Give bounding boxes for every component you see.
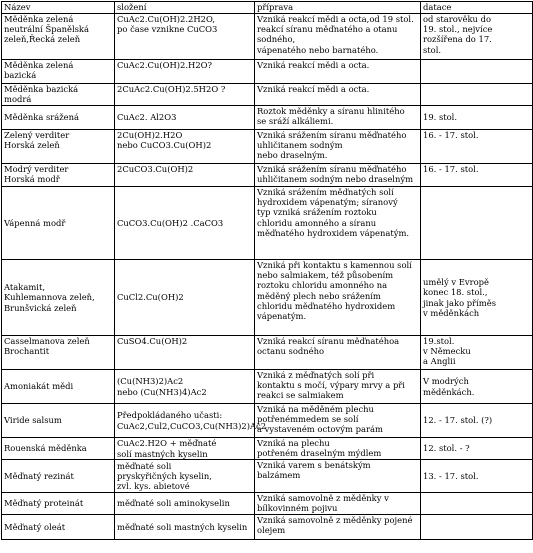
cell-preparation: Vzniká při kontaktu s kamennou solí nebo salmiakem, též působením roztoku chloridu amonného na měděný plech nebo srážením chloridu měďnatého hydroxidem vápenatým. — [255, 260, 421, 336]
table-row — [2, 60, 533, 84]
table-row — [2, 370, 533, 404]
cell-preparation: Vzniká varem s benátským balzámem — [255, 460, 421, 493]
cell-preparation: Vzniká samovolně z měděnky pojené olejem — [255, 515, 421, 540]
cell-name: Modrý verditer Horská modř — [2, 164, 115, 187]
cell-preparation: Vzniká reakcí síranu měďnatéhoa octanu sodného — [255, 336, 421, 370]
cell-dating: umělý v Evropě konec 18. stol., jinak jako příměs v měděnkách — [421, 260, 533, 336]
cell-composition: 2CuAc2.Cu(OH)2.5H2O ? — [115, 84, 255, 106]
cell-composition: (Cu(NH3)2)Ac2 nebo (Cu(NH3)4)Ac2 — [115, 370, 255, 404]
cell-composition: měďnaté soli aminokyselin — [115, 493, 255, 515]
table-row — [2, 460, 533, 493]
cell-preparation: Roztok měděnky a síranu hlinitého se sráží alkáliemi. — [255, 106, 421, 130]
table-row — [2, 130, 533, 164]
cell-composition: CuAc2.Cu(OH)2.H2O? — [115, 60, 255, 84]
cell-preparation: Vzniká srážením síranu měďnatého uhličitanem sodným nebo draselným. — [255, 130, 421, 164]
cell-name: Atakamit, Kuhlemannova zeleň, Brunšvická zeleň — [2, 260, 115, 336]
cell-composition: měďnaté soli mastných kyselin — [115, 515, 255, 540]
cell-dating: od starověku do 19. stol., nejvíce rozšířena do 17. stol. — [421, 14, 533, 60]
cell-dating: 19.stol. v Německu a Anglii — [421, 336, 533, 370]
cell-preparation: Vzniká reakcí mědi a octa,od 19 stol. reakcí síranu měďnatého a otanu sodného, vápenatého nebo barnatého. — [255, 14, 421, 60]
pigments-table — [1, 1, 533, 540]
cell-name: Vápenná modř — [2, 187, 115, 260]
cell-composition: Předpokládaného učasti: CuAc2,Cul2,CuCO3,Cu(NH3)2)Ac2 — [115, 404, 255, 438]
cell-preparation: Vzniká samovolně z měděnky v bílkovinném pojivu — [255, 493, 421, 515]
cell-name: Měděnka srážená — [2, 106, 115, 130]
cell-preparation: Vzniká reakcí mědi a octa. — [255, 84, 421, 106]
cell-name: Viride salsum — [2, 404, 115, 438]
cell-composition: CuAc2.Cu(OH)2.2H2O, po čase vznikne CuCO3 — [115, 14, 255, 60]
table-row — [2, 14, 533, 60]
cell-composition: CuAc2. Al2O3 — [115, 106, 255, 130]
cell-dating: 12. stol. - ? — [421, 438, 533, 460]
cell-name: Měďnatý rezinát — [2, 460, 115, 493]
cell-composition: CuCl2.Cu(OH)2 — [115, 260, 255, 336]
cell-dating: 16. - 17. stol. — [421, 130, 533, 164]
cell-composition: CuSO4.Cu(OH)2 — [115, 336, 255, 370]
cell-dating: V modrých měděnkách. — [421, 370, 533, 404]
cell-name: Amoniakát mědi — [2, 370, 115, 404]
table-row — [2, 187, 533, 260]
table-row — [2, 336, 533, 370]
cell-dating — [421, 84, 533, 106]
cell-composition: CuAc2.H2O + měďnaté solí mastných kyselin — [115, 438, 255, 460]
table-row — [2, 493, 533, 515]
cell-dating — [421, 187, 533, 260]
header-composition: složení — [115, 2, 255, 14]
table-row — [2, 106, 533, 130]
header-dating: datace — [421, 2, 533, 14]
table-row — [2, 404, 533, 438]
cell-name: Měďnatý proteinát — [2, 493, 115, 515]
table-row — [2, 438, 533, 460]
cell-composition: 2CuCO3.Cu(OH)2 — [115, 164, 255, 187]
cell-name: Rouenská měděnka — [2, 438, 115, 460]
table-row — [2, 260, 533, 336]
table-row — [2, 84, 533, 106]
cell-preparation: Vzniká srážením měďnatých solí hydroxidem vápenatým; síranový typ vzniká srážením roztoku chloridu amonného a síranu měďnatého hydroxidem vápenatým. — [255, 187, 421, 260]
cell-dating — [421, 515, 533, 540]
cell-name: Měděnka zelená bazická — [2, 60, 115, 84]
cell-name: Měděnka zelená neutrální Španělská zeleň,Řecká zeleň — [2, 14, 115, 60]
table-row — [2, 164, 533, 187]
cell-preparation: Vzniká na měděném plechu potřenémmedem se solí a vystaveném octovým parám — [255, 404, 421, 438]
cell-name: Casselmanova zeleň Brochantit — [2, 336, 115, 370]
cell-dating — [421, 60, 533, 84]
cell-composition: 2Cu(OH)2.H2O nebo CuCO3.Cu(OH)2 — [115, 130, 255, 164]
cell-dating: 16. - 17. stol. — [421, 164, 533, 187]
cell-dating: 19. stol. — [421, 106, 533, 130]
cell-name: Zelený verditer Horská zeleň — [2, 130, 115, 164]
table-row — [2, 515, 533, 540]
cell-name: Měděnka bazická modrá — [2, 84, 115, 106]
header-preparation: příprava — [255, 2, 421, 14]
header-name: Název — [2, 2, 115, 14]
cell-name: Měďnatý oleát — [2, 515, 115, 540]
cell-composition: CuCO3.Cu(OH)2 .CaCO3 — [115, 187, 255, 260]
cell-preparation: Vzniká z měďnatých solí při kontaktu s močí, výpary mrvy a při reakci se salmiakem — [255, 370, 421, 404]
header-row — [2, 2, 533, 14]
cell-dating — [421, 493, 533, 515]
cell-preparation: Vzniká srážením síranu měďnatého uhličitanem sodným nebo draselným — [255, 164, 421, 187]
cell-composition: měďnaté soli pryskyřičných kyselin, zvl. kys. abietové — [115, 460, 255, 493]
cell-dating: 12. - 17. stol. (?) — [421, 404, 533, 438]
cell-preparation: Vzniká na plechu potřeném draselným mýdlem — [255, 438, 421, 460]
cell-dating: 13. - 17. stol. — [421, 460, 533, 493]
cell-preparation: Vzniká reakcí mědi a octa. — [255, 60, 421, 84]
